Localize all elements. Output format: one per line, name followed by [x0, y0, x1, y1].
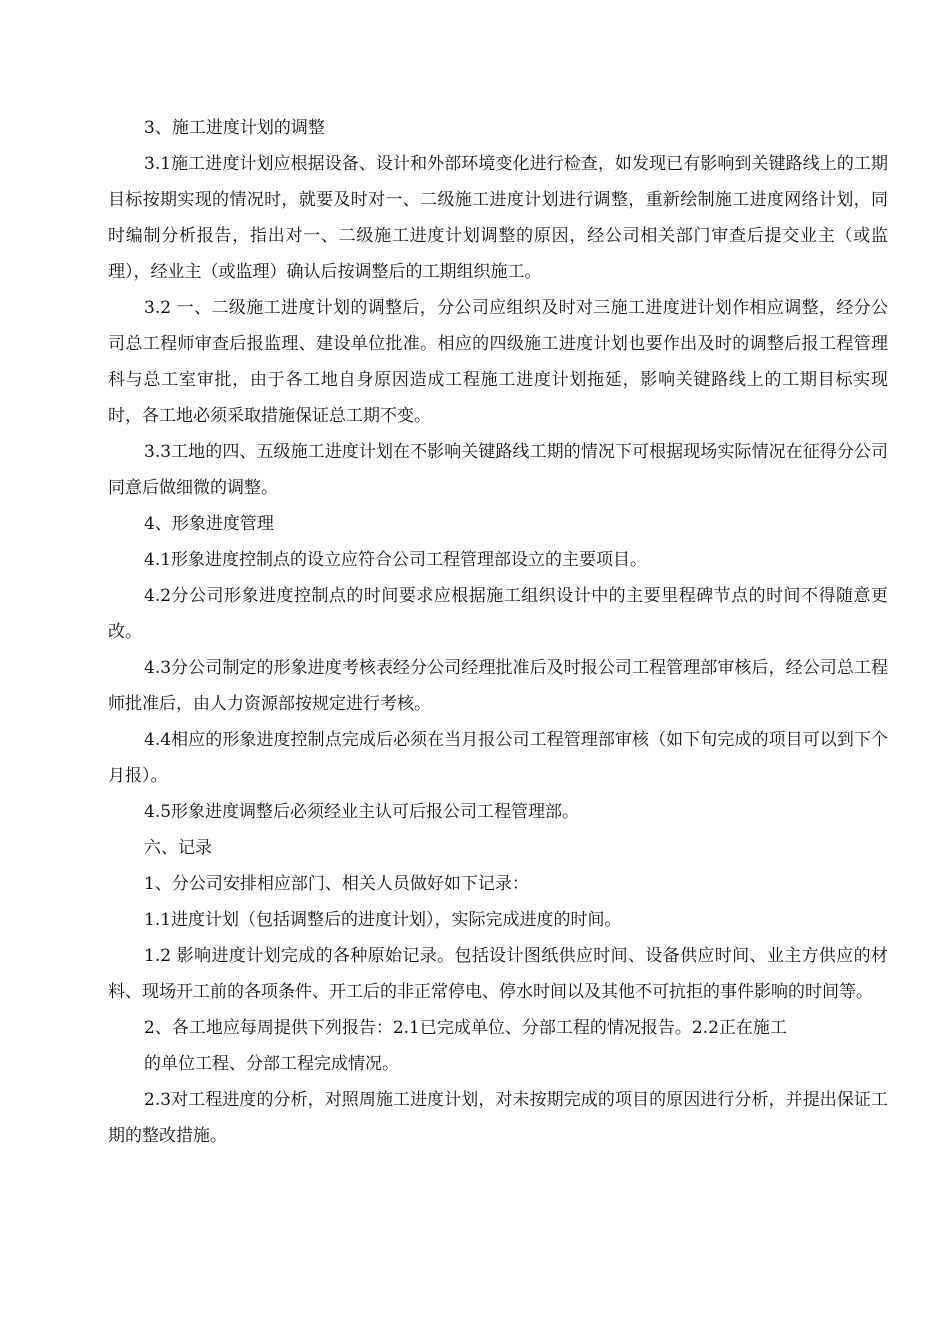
paragraph-3-3: 3.3工地的四、五级施工进度计划在不影响关键路线工期的情况下可根据现场实际情况在征得分公司同意后做细微的调整。	[108, 442, 888, 498]
paragraph-4-2: 4.2分公司形象进度控制点的时间要求应根据施工组织设计中的主要里程碑节点的时间不得随意更改。	[108, 586, 888, 642]
paragraph-3-1: 3.1施工进度计划应根据设备、设计和外部环境变化进行检查，如发现已有影响到关键路线上的工期目标按期实现的情况时，就要及时对一、二级施工进度计划进行调整，重新绘制施工进度网络计划，同时编制分析报告，指出对一、二级施工进度计划调整的原因，经公司相关部门审查后提交业主（或监理），经业主（或监理）确认后按调整后的工期组织施工。	[108, 154, 888, 282]
section-heading-schedule-adjustment: 3、施工进度计划的调整	[144, 118, 325, 138]
paragraph-records-2-continuation: 的单位工程、分部工程完成情况。	[144, 1054, 399, 1074]
paragraph-4-1: 4.1形象进度控制点的设立应符合公司工程管理部设立的主要项目。	[144, 550, 648, 570]
paragraph-4-5: 4.5形象进度调整后必须经业主认可后报公司工程管理部。	[144, 802, 580, 822]
section-heading-image-progress: 4、形象进度管理	[144, 514, 274, 534]
document-body	[108, 110, 888, 1154]
section-heading-records: 六、记录	[144, 838, 212, 858]
paragraph-records-1-1: 1.1进度计划（包括调整后的进度计划），实际完成进度的时间。	[144, 910, 622, 930]
paragraph-3-2: 3.2 一、二级施工进度计划的调整后，分公司应组织及时对三施工进度进计划作相应调整，经分公司总工程师审查后报监理、建设单位批准。相应的四级施工进度计划也要作出及时的调整后报工程管理科与总工室审批，由于各工地自身原因造成工程施工进度计划拖延，影响关键路线上的工期目标实现时，各工地必须采取措施保证总工期不变。	[108, 298, 888, 426]
paragraph-records-1: 1、分公司安排相应部门、相关人员做好如下记录：	[144, 874, 529, 894]
paragraph-4-4: 4.4相应的形象进度控制点完成后必须在当月报公司工程管理部审核（如下旬完成的项目可以到下个月报）。	[108, 730, 888, 786]
paragraph-records-2-3: 2.3对工程进度的分析，对照周施工进度计划，对未按期完成的项目的原因进行分析，并提出保证工期的整改措施。	[108, 1090, 888, 1146]
paragraph-records-2: 2、各工地应每周提供下列报告：2.1已完成单位、分部工程的情况报告。2.2正在施工	[144, 1018, 787, 1038]
paragraph-4-3: 4.3分公司制定的形象进度考核表经分公司经理批准后及时报公司工程管理部审核后，经公司总工程师批准后，由人力资源部按规定进行考核。	[108, 658, 888, 714]
paragraph-records-1-2: 1.2 影响进度计划完成的各种原始记录。包括设计图纸供应时间、设备供应时间、业主方供应的材料、现场开工前的各项条件、开工后的非正常停电、停水时间以及其他不可抗拒的事件影响的时间等。	[108, 946, 888, 1002]
